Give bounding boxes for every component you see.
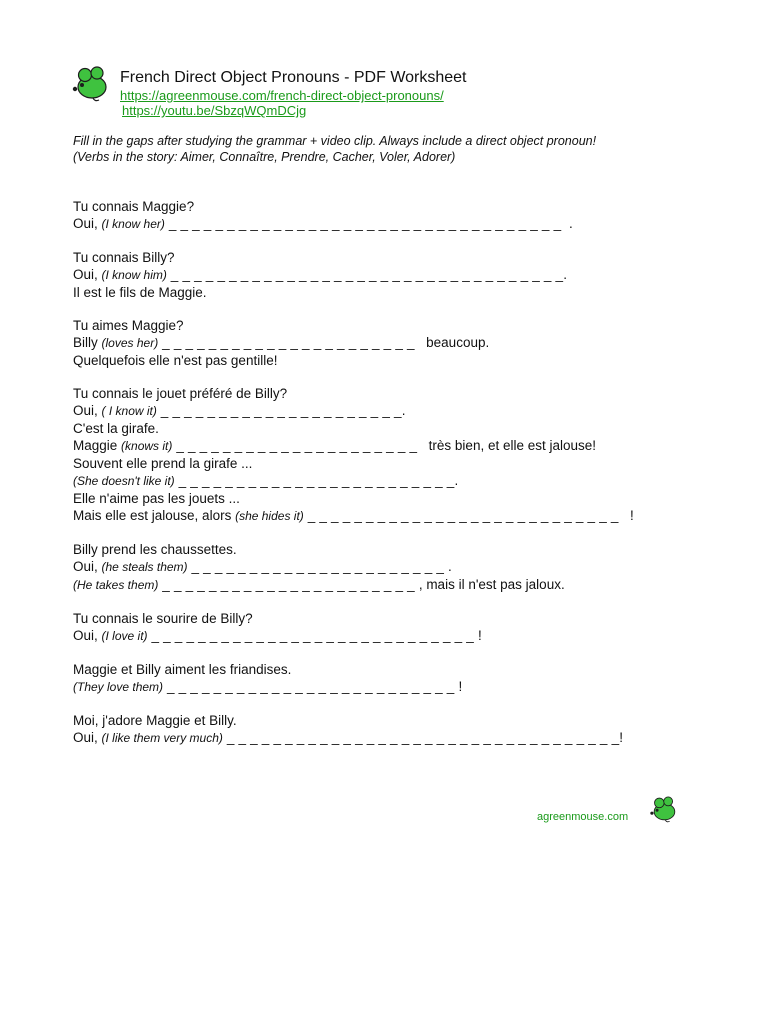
exercise-line: [73, 661, 693, 678]
exercise-line: [73, 490, 693, 507]
exercise-group: [73, 317, 693, 369]
exercise-line: [73, 472, 693, 490]
line-text: Souvent elle prend la girafe ...: [73, 456, 253, 471]
english-hint: (she hides it): [235, 509, 304, 523]
exercise-line: [73, 215, 693, 233]
exercise-line: [73, 317, 693, 334]
answer-blank[interactable]: _ _ _ _ _ _ _ _ _ _ _ _ _ _ _ _ _ _ _ _ _ _: [158, 335, 419, 350]
english-hint: (They love them): [73, 680, 164, 694]
english-hint: (He takes them): [73, 578, 159, 592]
page-title: French Direct Object Pronouns - PDF Worksheet: [120, 69, 467, 86]
english-hint: (I love it): [101, 629, 148, 643]
exercise-group: [73, 712, 693, 747]
exercise-line: [73, 402, 693, 420]
exercise-group: [73, 610, 693, 645]
line-ending: !: [477, 628, 482, 643]
exercise-line: [73, 507, 693, 525]
line-text: Billy: [73, 335, 102, 350]
answer-blank[interactable]: _ _ _ _ _ _ _ _ _ _ _ _ _ _ _ _ _ _ _ _ _ _: [158, 577, 419, 592]
instructions: [73, 133, 713, 165]
exercise-line: [73, 541, 693, 558]
line-ending: .: [401, 403, 406, 418]
line-text: Il est le fils de Maggie.: [73, 285, 207, 300]
green-mouse-icon: [649, 796, 677, 823]
english-hint: ( I know it): [101, 404, 157, 418]
line-ending: !: [619, 730, 624, 745]
line-text: Tu connais Maggie?: [73, 199, 195, 214]
line-text: Oui,: [73, 403, 102, 418]
line-ending: très bien, et elle est jalouse!: [421, 438, 597, 453]
exercise-group: [73, 541, 693, 594]
english-hint: (he steals them): [101, 560, 188, 574]
line-text: Tu connais Billy?: [73, 250, 175, 265]
answer-blank[interactable]: _ _ _ _ _ _ _ _ _ _ _ _ _ _ _ _ _ _ _ _ _: [172, 438, 422, 453]
exercise-line: [73, 712, 693, 729]
footer-site-link[interactable]: agreenmouse.com: [537, 811, 629, 823]
exercise-line: [73, 455, 693, 472]
line-text: Oui,: [73, 559, 102, 574]
answer-blank[interactable]: _ _ _ _ _ _ _ _ _ _ _ _ _ _ _ _ _ _ _ _ _ _ _ _ _ _ _: [303, 508, 623, 523]
exercise-group: [73, 661, 693, 696]
line-text: Quelquefois elle n'est pas gentille!: [73, 353, 278, 368]
line-text: Billy prend les chaussettes.: [73, 542, 237, 557]
line-text: Maggie et Billy aiment les friandises.: [73, 662, 292, 677]
english-hint: (I know him): [101, 268, 167, 282]
answer-blank[interactable]: _ _ _ _ _ _ _ _ _ _ _ _ _ _ _ _ _ _ _ _ _ _ _ _: [174, 473, 455, 488]
line-ending: , mais il n'est pas jaloux.: [418, 577, 565, 592]
line-ending: .: [565, 216, 573, 231]
exercise-line: [73, 334, 693, 352]
exercise-line: [73, 558, 693, 576]
instructions-line: Fill in the gaps after studying the grammar + video clip. Always include a direct object pronoun!: [73, 134, 597, 148]
line-ending: !: [622, 508, 634, 523]
exercise-line: [73, 437, 693, 455]
line-text: Oui,: [73, 628, 102, 643]
english-hint: (knows it): [121, 439, 173, 453]
exercise-line: [73, 576, 693, 594]
line-ending: .: [563, 267, 568, 282]
line-text: Mais elle est jalouse, alors: [73, 508, 236, 523]
exercise-line: [73, 198, 693, 215]
line-text: Elle n'aime pas les jouets ...: [73, 491, 240, 506]
exercise-line: [73, 627, 693, 645]
worksheet-header: [120, 68, 467, 118]
video-link[interactable]: https://youtu.be/SbzqWQmDCjg: [122, 103, 307, 118]
answer-blank[interactable]: _ _ _ _ _ _ _ _ _ _ _ _ _ _ _ _ _ _ _ _ _ _: [187, 559, 449, 574]
exercise-line: [73, 352, 693, 369]
exercise-group: [73, 385, 693, 525]
answer-blank[interactable]: _ _ _ _ _ _ _ _ _ _ _ _ _ _ _ _ _ _ _ _ _ _ _ _ _ _ _ _: [147, 628, 478, 643]
english-hint: (I like them very much): [101, 731, 223, 745]
exercise-line: [73, 284, 693, 301]
verbs-line: (Verbs in the story: Aimer, Connaître, Prendre, Cacher, Voler, Adorer): [73, 150, 456, 164]
exercise-line: [73, 420, 693, 437]
answer-blank[interactable]: _ _ _ _ _ _ _ _ _ _ _ _ _ _ _ _ _ _ _ _ _: [156, 403, 402, 418]
answer-blank[interactable]: _ _ _ _ _ _ _ _ _ _ _ _ _ _ _ _ _ _ _ _ _ _ _ _ _: [163, 679, 459, 694]
exercise-line: [73, 729, 693, 747]
answer-blank[interactable]: _ _ _ _ _ _ _ _ _ _ _ _ _ _ _ _ _ _ _ _ _ _ _ _ _ _ _ _ _ _ _ _ _ _: [166, 267, 564, 282]
line-ending: .: [448, 559, 452, 574]
green-mouse-icon: [71, 66, 109, 102]
answer-blank[interactable]: _ _ _ _ _ _ _ _ _ _ _ _ _ _ _ _ _ _ _ _ _ _ _ _ _ _ _ _ _ _ _ _ _ _: [222, 730, 620, 745]
exercise-line: [73, 610, 693, 627]
line-ending: beaucoup.: [418, 335, 490, 350]
line-text: Oui,: [73, 267, 102, 282]
line-text: Oui,: [73, 216, 102, 231]
exercise-line: [73, 266, 693, 284]
line-ending: .: [454, 473, 459, 488]
exercise-group: [73, 198, 693, 233]
english-hint: (loves her): [101, 336, 159, 350]
exercise-line: [73, 385, 693, 402]
exercise-list: [73, 198, 693, 763]
line-text: Tu aimes Maggie?: [73, 318, 184, 333]
line-text: Tu connais le sourire de Billy?: [73, 611, 253, 626]
english-hint: (She doesn't like it): [73, 474, 175, 488]
line-text: Moi, j'adore Maggie et Billy.: [73, 713, 237, 728]
exercise-group: [73, 249, 693, 301]
line-text: Maggie: [73, 438, 122, 453]
exercise-line: [73, 249, 693, 266]
line-text: Oui,: [73, 730, 102, 745]
line-ending: !: [458, 679, 463, 694]
answer-blank[interactable]: _ _ _ _ _ _ _ _ _ _ _ _ _ _ _ _ _ _ _ _ _ _ _ _ _ _ _ _ _ _ _ _ _ _: [164, 216, 566, 231]
exercise-line: [73, 678, 693, 696]
line-text: C'est la girafe.: [73, 421, 159, 436]
article-link[interactable]: https://agreenmouse.com/french-direct-object-pronouns/: [120, 88, 444, 103]
line-text: Tu connais le jouet préféré de Billy?: [73, 386, 288, 401]
english-hint: (I know her): [101, 217, 165, 231]
